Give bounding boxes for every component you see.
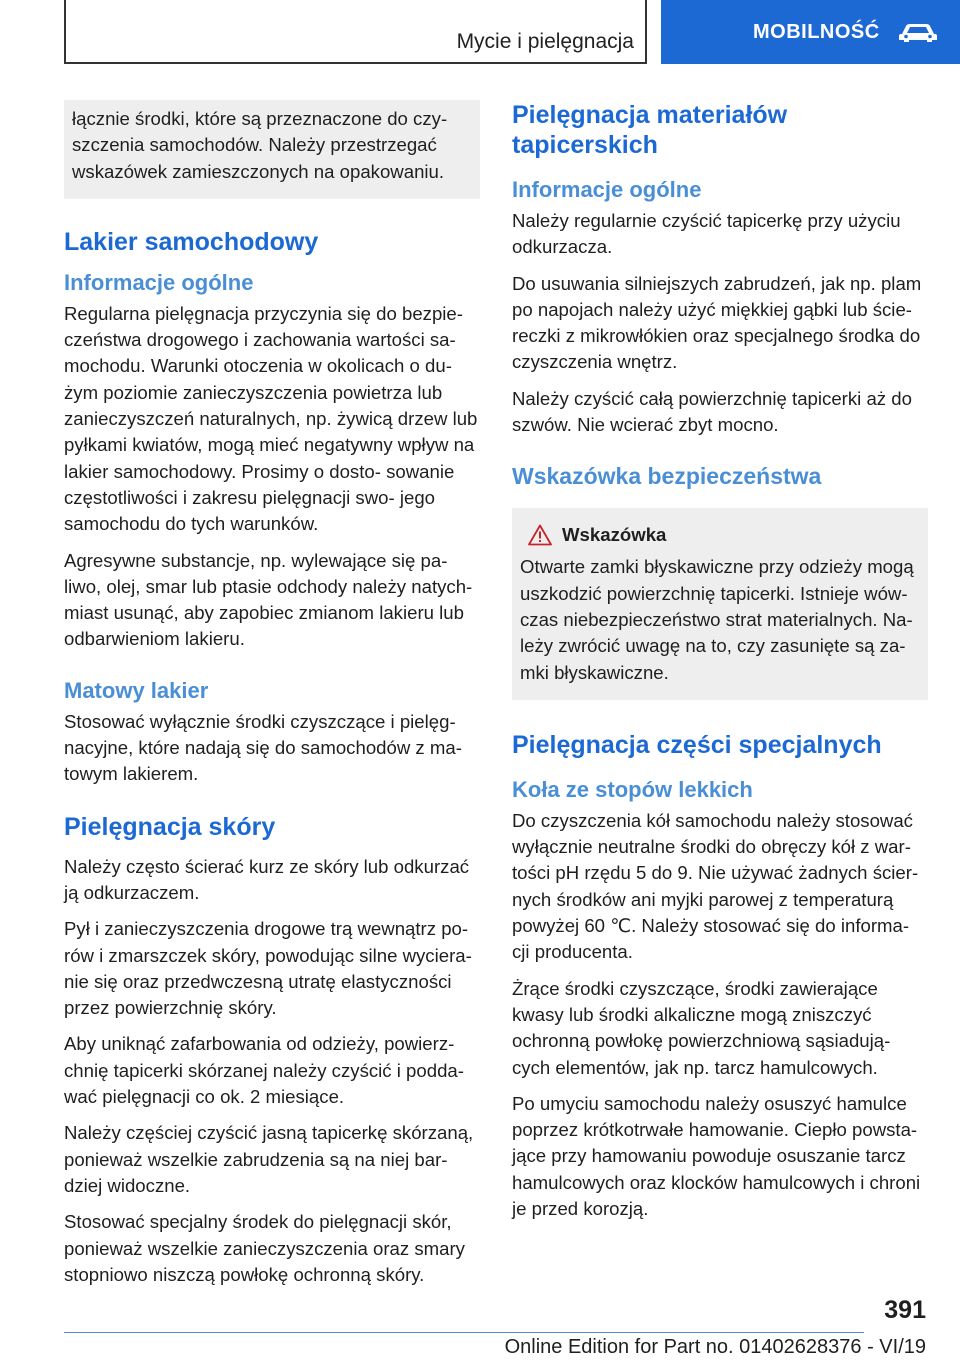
paragraph: Należy często ścierać kurz ze skóry lub odkurzać ją odkurzaczem. [64, 855, 470, 903]
footer-divider [64, 1332, 864, 1333]
paragraph: Pył i zanieczyszczenia drogowe trą wewnątrz po- rów i zmarszczek skóry, powodując silne wyciera- nie się oraz przedwczesną utratę elastyczności przez powierzchnię skóry. [64, 918, 472, 1019]
warning-triangle-icon [528, 524, 552, 546]
edition-note: Online Edition for Part no. 01402628376 - VI/19 [504, 1336, 926, 1358]
heading-safety: Wskazówka bezpieczeństwa [512, 463, 822, 490]
left-column [64, 100, 480, 1298]
paragraph: Żrące środki czyszczące, środki zawierające kwasy lub środki alkaliczne mogą zniszczyć ochronną powłokę powierzchniową sąsiadują- cych elementów, jak np. tarcz hamulcowych. [512, 977, 891, 1078]
page-number: 391 [884, 1296, 926, 1324]
paragraph: Stosować specjalny środek do pielęgnacji skór, ponieważ wszelkie zanieczyszczenia oraz smary stopniowo niszczą powłokę ochronną skóry. [64, 1211, 465, 1285]
warning-box [512, 508, 928, 699]
paragraph: Należy regularnie czyścić tapicerkę przy użyciu odkurzacza. [512, 210, 901, 258]
right-column [512, 100, 928, 1232]
paragraph: Aby uniknąć zafarbowania od odzieży, powierz- chnię tapicerki skórzanej należy czyścić i podda- wać pielęgnacji co ok. 2 miesiące. [64, 1033, 464, 1108]
warning-title: Wskazówka [562, 524, 667, 546]
heading-tapicerka: Pielęgnacja materiałów tapicerskich [512, 101, 788, 159]
subheading-matowy: Matowy lakier [64, 677, 209, 703]
subheading-kola: Koła ze stopów lekkich [512, 776, 753, 802]
warning-text: Otwarte zamki błyskawiczne przy odzieży mogą uszkodzić powierzchnię tapicerki. Istnieje wów- czas niebezpieczeństwo strat materialnych. Na- leży zwrócić uwagę na to, czy zasunięte są za- mki błyskawiczne. [520, 556, 914, 683]
chapter-tab-label: MOBILNOŚĆ [753, 20, 880, 43]
paragraph: Należy częściej czyścić jasną tapicerkę skórzaną, ponieważ wszelkie zabrudzenia są na niej bar- dziej widoczne. [64, 1122, 474, 1196]
paragraph: Do czyszczenia kół samochodu należy stosować wyłącznie neutralne środki do obręczy kół z war- tości pH rzędu 5 do 9. Nie używać żadnych ścier- nych środków ani myjki parowej z temperaturą powyżej 60 ℃. Należy stosować się do informa- cji producenta. [512, 809, 919, 963]
heading-lakier: Lakier samochodowy [64, 227, 319, 256]
paragraph: Stosować wyłącznie środki czyszczące i pielęg- nacyjne, które nadają się do samochodów z ma- towym lakierem. [64, 710, 462, 785]
section-title: Mycie i pielęgnacja [456, 30, 634, 53]
paragraph: Po umyciu samochodu należy osuszyć hamulce poprzez krótkotrwałe hamowanie. Ciepło powsta- jące przy hamowaniu powoduje osuszanie tarcz hamulcowych oraz klocków hamulcowych i chroni je przed korozją. [512, 1092, 921, 1220]
paragraph: Należy czyścić całą powierzchnię tapicerki aż do szwów. Nie wcierać zbyt mocno. [512, 387, 912, 436]
subheading-lakier-info: Informacje ogólne [64, 269, 254, 295]
note-text: łącznie środki, które są przeznaczone do czy- szczenia samochodów. Należy przestrzegać wskazówek zamieszczonych na opakowaniu. [72, 108, 448, 182]
paragraph: Agresywne substancje, np. wylewające się pa- liwo, olej, smar lub ptasie odchody należy natych- miast usunąć, aby zapobiec zmianom lakieru lub odbarwieniom lakieru. [64, 549, 473, 650]
paragraph: Do usuwania silniejszych zabrudzeń, jak np. plam po napojach należy użyć miękkiej gąbki lub ście- reczki z mikrowłókien oraz specjalnego środka do czyszczenia wnętrz. [512, 272, 922, 373]
chapter-tab[interactable] [661, 0, 960, 64]
note-box [64, 100, 480, 199]
car-icon [898, 21, 938, 43]
heading-skora: Pielęgnacja skóry [64, 812, 276, 841]
heading-special: Pielęgnacja części specjalnych [512, 730, 882, 759]
paragraph: Regularna pielęgnacja przyczynia się do bezpie- czeństwa drogowego i zachowania wartości sa- mochodu. Warunki otoczenia w okolicach o du- żym poziomie zanieczyszczenia powietrza lub zanieczyszczeń naturalnych, np. żywicą drzew lub pyłkami kwiatów, mogą mieć negatywny wpływ na lakier samochodowy. Prosimy o dosto- sowanie częstotliwości i zakresu pielęgnacji swo- jego samochodu do tych warunków. [64, 302, 478, 535]
subheading-tapicerka-info: Informacje ogólne [512, 177, 702, 202]
